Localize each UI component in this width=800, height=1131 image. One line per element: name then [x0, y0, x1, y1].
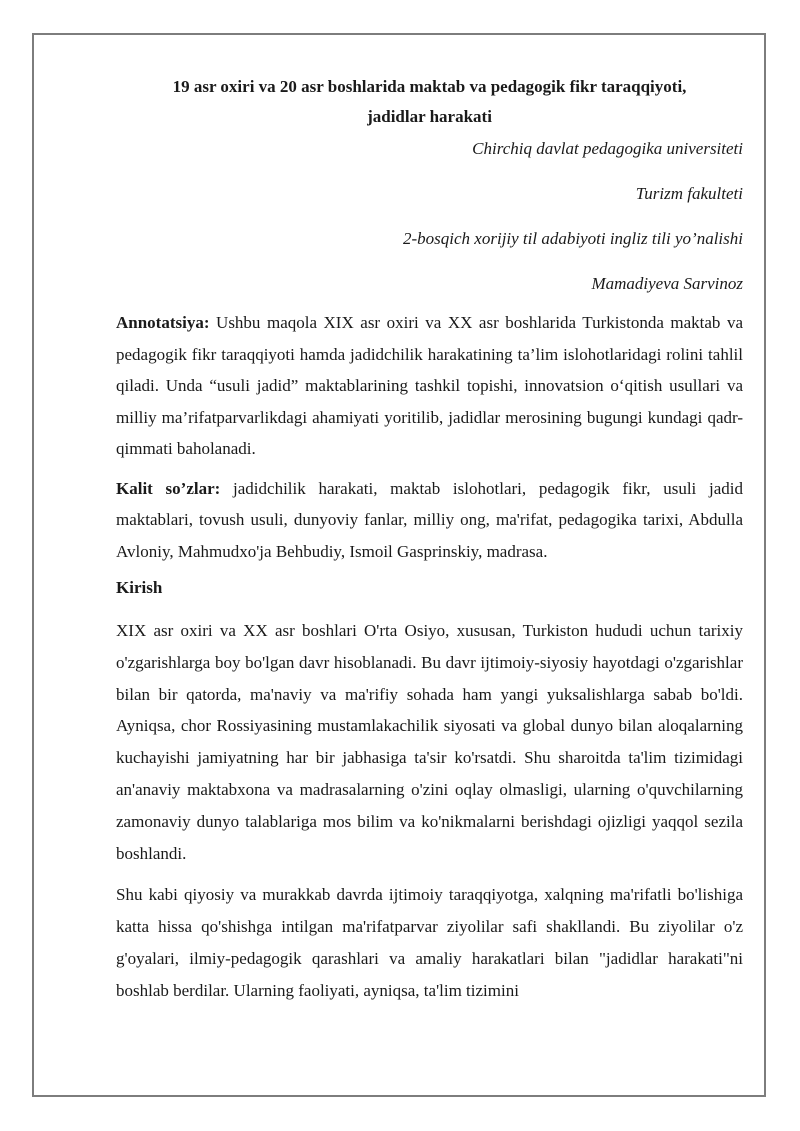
- title-line-1: 19 asr oxiri va 20 asr boshlarida maktab va pedagogik fikr taraqqiyoti,: [172, 77, 687, 96]
- author-name: Mamadiyeva Sarvinoz: [591, 274, 743, 293]
- author-program: 2-bosqich xorijiy til adabiyoti ingliz tili yo’nalishi: [403, 229, 743, 248]
- intro-paragraph-1: XIX asr oxiri va XX asr boshlari O'rta Osiyo, xususan, Turkiston hududi uchun tarixiy o'zgarishlarga boy bo'lgan davr hisoblanadi. Bu davr ijtimoiy-siyosiy hayotdagi o'zgarishlar bilan bir qatorda, ma'naviy va ma'rifiy sohada ham yangi yuksalishlarga sabab bo'ldi. Ayniqsa, chor Rossiyasining mustamlakachilik siyosati va global dunyo bilan aloqalarning kuchayishi jamiyatning har bir jabhasiga ta'sir ko'rsatdi. Shu sharoitda ta'lim tizimidagi an'anaviy maktabxona va madrasalarning o'zini oqlay olmasligi, ularning o'quvchilarning zamonaviy dunyo talablariga mos bilim va ko'nikmalarni berishdagi ojizligi yaqqol sezila boshlandi.: [116, 621, 743, 863]
- author-block: [116, 138, 743, 295]
- keywords-label: Kalit so’zlar:: [116, 478, 221, 498]
- abstract-text: Ushbu maqola XIX asr oxiri va XX asr boshlarida Turkistonda maktab va pedagogik fikr taraqqiyoti hamda jadidchilik harakatining ta’lim islohotlaridagi rolini tahlil qiladi. Unda “usuli jadid” maktablarining tashkil topishi, innovatsion o‘qitish usullari va milliy ma’rifatparvarlikdagi ahamiyati yoritilib, jadidlar merosining bugungi kundagi qadr-qimmati baholanadi.: [116, 313, 743, 458]
- abstract-label: Annotatsiya:: [116, 313, 210, 332]
- section-heading-intro: Kirish: [116, 578, 163, 597]
- intro-paragraph-2: Shu kabi qiyosiy va murakkab davrda ijtimoiy taraqqiyotga, xalqning ma'rifatli bo'lishiga katta hissa qo'shishga intilgan ma'rifatparvar ziyolilar safi shakllandi. Bu ziyolilar o'z g'oyalari, ilmiy-pedagogik qarashlari va amaliy harakatlari bilan "jadidlar harakati"ni boshlab berdilar. Ularning faoliyati, ayniqsa, ta'lim tizimini: [116, 885, 743, 1000]
- keywords-paragraph: [116, 473, 743, 568]
- keywords-text: jadidchilik harakati, maktab islohotlari, pedagogik fikr, usuli jadid maktablari, tovush usuli, dunyoviy fanlar, milliy ong, ma'rifat, pedagogika tarixi, Abdulla Avloniy, Mahmudxo'ja Behbudiy, Ismoil Gasprinskiy, madrasa.: [116, 478, 743, 561]
- author-university: Chirchiq davlat pedagogika universiteti: [472, 139, 743, 158]
- title-line-2: jadidlar harakati: [367, 107, 492, 126]
- author-faculty: Turizm fakulteti: [635, 184, 743, 203]
- document-title: [116, 72, 743, 132]
- document-body: [116, 72, 743, 1017]
- abstract-paragraph: [116, 307, 743, 465]
